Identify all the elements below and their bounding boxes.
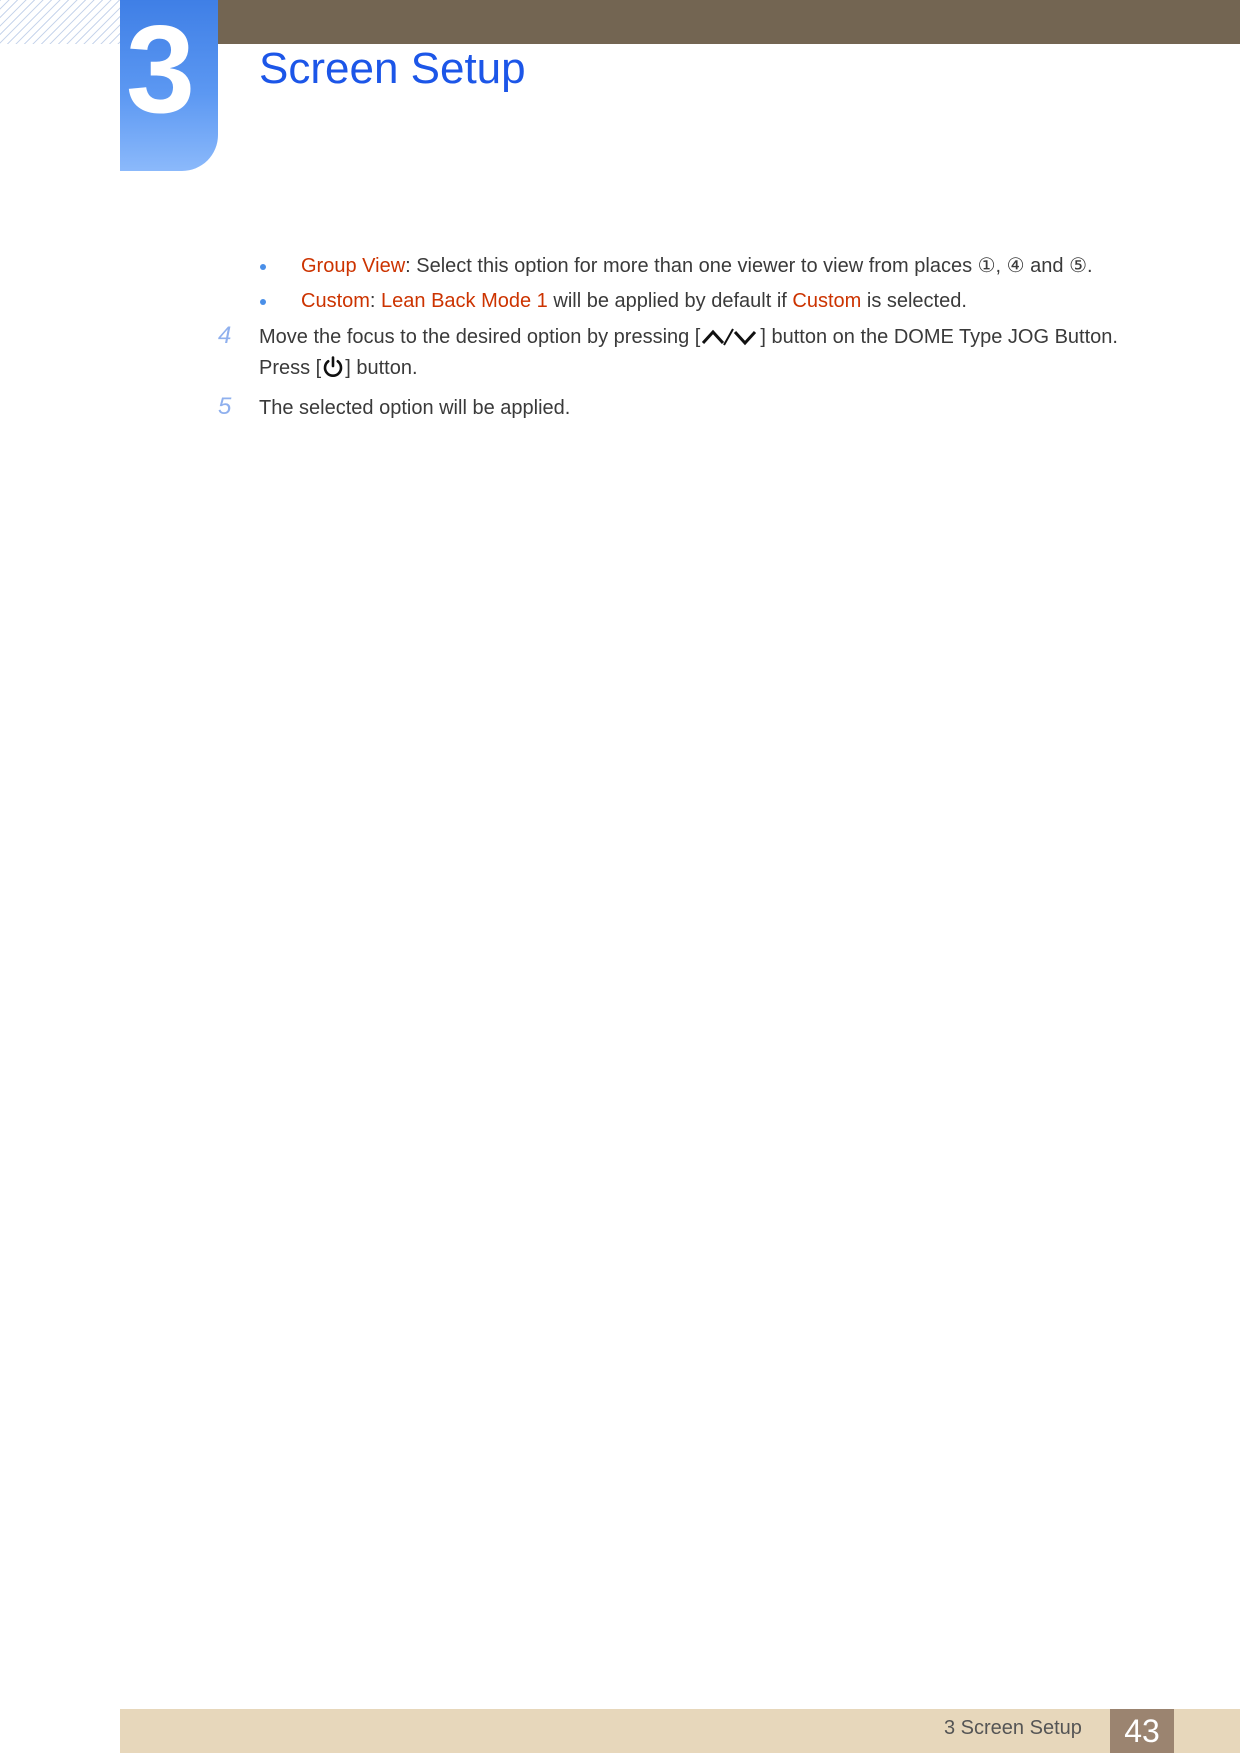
step-4-line-1 <box>259 324 1118 355</box>
header-bar <box>218 0 1240 44</box>
bullet-end-text: is selected. <box>861 290 967 312</box>
chapter-tab <box>120 0 218 171</box>
step-text: Press [ <box>259 357 322 379</box>
footer-chapter-label: 3 Screen Setup <box>944 1717 1082 1739</box>
bullet-text <box>301 288 967 314</box>
term-custom-2: Custom <box>792 290 862 312</box>
header-hatch-decoration <box>0 0 120 44</box>
bullet-description: : Select this option for more than one viewer to view from places ①, ④ and ⑤. <box>405 255 1093 277</box>
page-number-box <box>1110 1709 1174 1753</box>
bullet-middle-text: will be applied by default if <box>547 290 793 312</box>
step-text: Move the focus to the desired option by pressing [ <box>259 326 701 348</box>
separator: : <box>369 290 382 312</box>
step-text: ] button on the DOME Type JOG Button. <box>760 326 1118 348</box>
up-down-arrows-icon <box>700 326 760 355</box>
chapter-number: 3 <box>126 1 195 139</box>
step-text: ] button. <box>345 357 418 379</box>
term-lean-back-mode: Lean Back Mode 1 <box>381 290 548 312</box>
power-icon <box>321 355 345 386</box>
step-number: 4 <box>218 322 232 349</box>
bullet-dot <box>260 264 266 270</box>
bullet-text <box>301 253 1093 279</box>
step-5-text: The selected option will be applied. <box>259 397 571 419</box>
step-4-line-2 <box>259 355 418 386</box>
step-number: 5 <box>218 393 232 420</box>
bullet-dot <box>260 299 266 305</box>
chapter-title: Screen Setup <box>259 44 526 93</box>
term-group-view: Group View <box>301 255 406 277</box>
term-custom: Custom <box>301 290 370 312</box>
page-number: 43 <box>1124 1713 1160 1749</box>
